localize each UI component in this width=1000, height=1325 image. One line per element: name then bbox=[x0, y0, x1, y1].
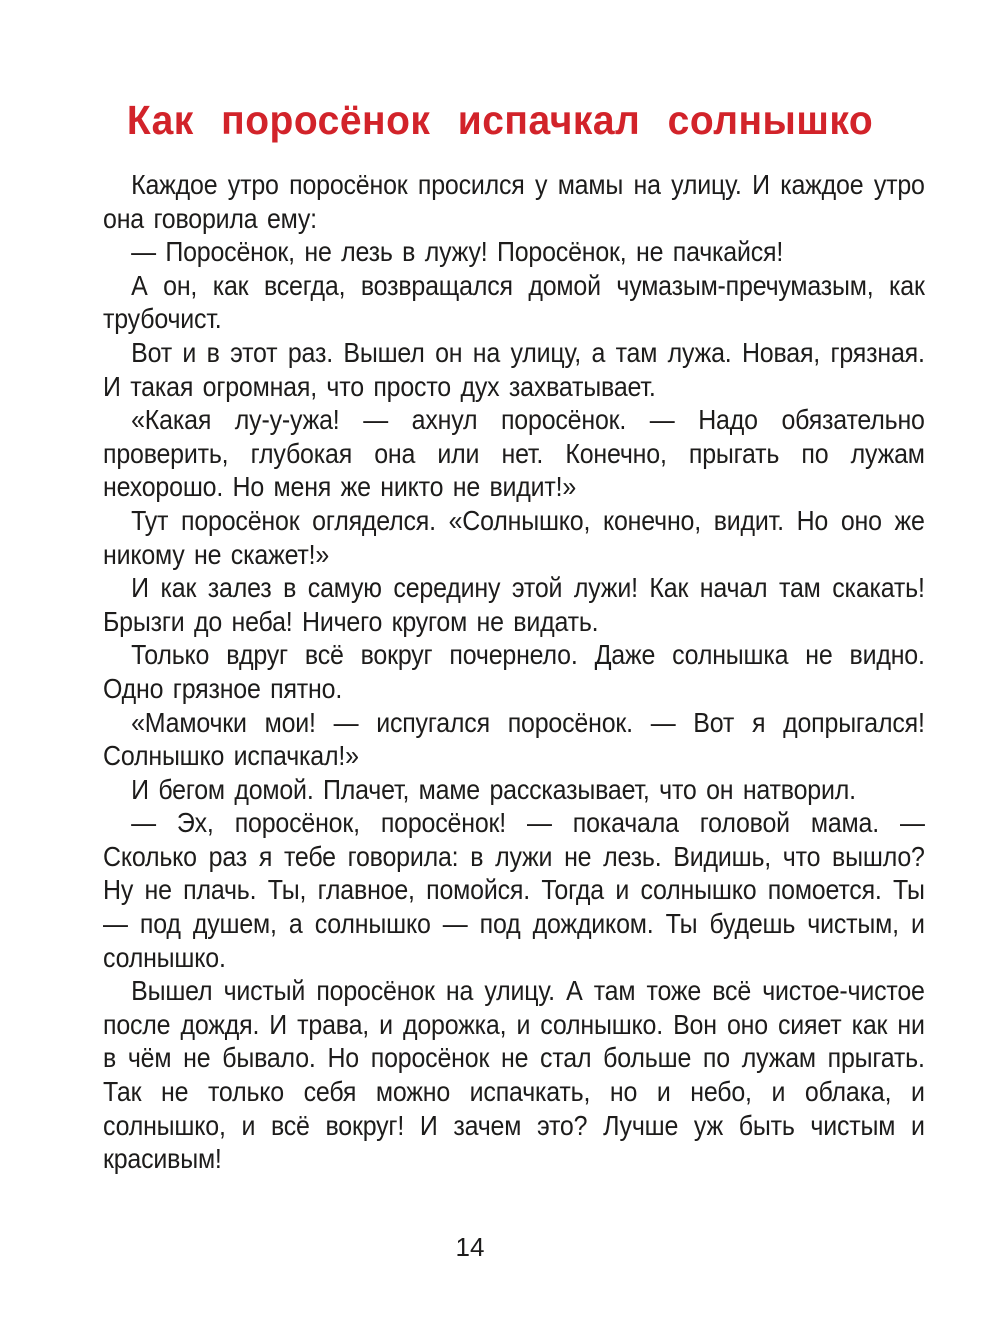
story-paragraph: Вышел чистый поросёнок на улицу. А там тоже всё чистое-чистое после дождя. И трава, и дорожка, и солнышко. Вон оно сияет как ни в чём не бывало. Но поросёнок не стал больше по лужам прыгать. Так не только себя можно испачкать, но и небо, и облака, и солнышко, и всё вокруг! И зачем это? Лучше уж быть чистым и красивым! bbox=[103, 975, 925, 1175]
story-paragraph: Только вдруг всё вокруг почернело. Даже солнышка не видно. Одно грязное пятно. bbox=[103, 639, 925, 704]
story-paragraph: Тут поросёнок огляделся. «Солнышко, конечно, видит. Но оно же никому не скажет!» bbox=[103, 504, 925, 570]
story-paragraph: — Эх, поросёнок, поросёнок! — покачала головой мама. — Сколько раз я тебе говорила: в лужи не лезь. Видишь, что вышло? Ну не плачь. Ты, главное, помойся. Тогда и солнышко помоется. Ты — под душем, а солнышко — под дождиком. Ты будешь чистым, и солнышко. bbox=[103, 807, 925, 973]
story-paragraph: — Поросёнок, не лезь в лужу! Поросёнок, не пачкайся! bbox=[131, 236, 784, 268]
page-number: 14 bbox=[455, 1232, 485, 1262]
story-paragraph: «Какая лу-у-ужа! — ахнул поросёнок. — Надо обязательно проверить, глубокая она или нет. Конечно, прыгать по лужам нехорошо. Но меня же никто не видит!» bbox=[103, 404, 925, 503]
story-paragraph: А он, как всегда, возвращался домой чумазым-пречумазым, как трубочист. bbox=[103, 269, 925, 335]
story-paragraph: Вот и в этот раз. Вышел он на улицу, а там лужа. Новая, грязная. И такая огромная, что просто дух захватывает. bbox=[103, 336, 925, 402]
story-paragraph: «Мамочки мои! — испугался поросёнок. — Вот я допрыгался! Солнышко испачкал!» bbox=[103, 706, 925, 772]
story-paragraph: Каждое утро поросёнок просился у мамы на улицу. И каждое утро она говорила ему: bbox=[103, 169, 925, 234]
story-paragraph: И как залез в самую середину этой лужи! Как начал там скакать! Брызги до неба! Ничего кругом не видать. bbox=[103, 572, 925, 637]
page-title: Как поросёнок испачкал солнышко bbox=[126, 98, 874, 144]
story-text bbox=[103, 168, 925, 1176]
story-paragraph: И бегом домой. Плачет, маме рассказывает, что он натворил. bbox=[131, 773, 856, 805]
